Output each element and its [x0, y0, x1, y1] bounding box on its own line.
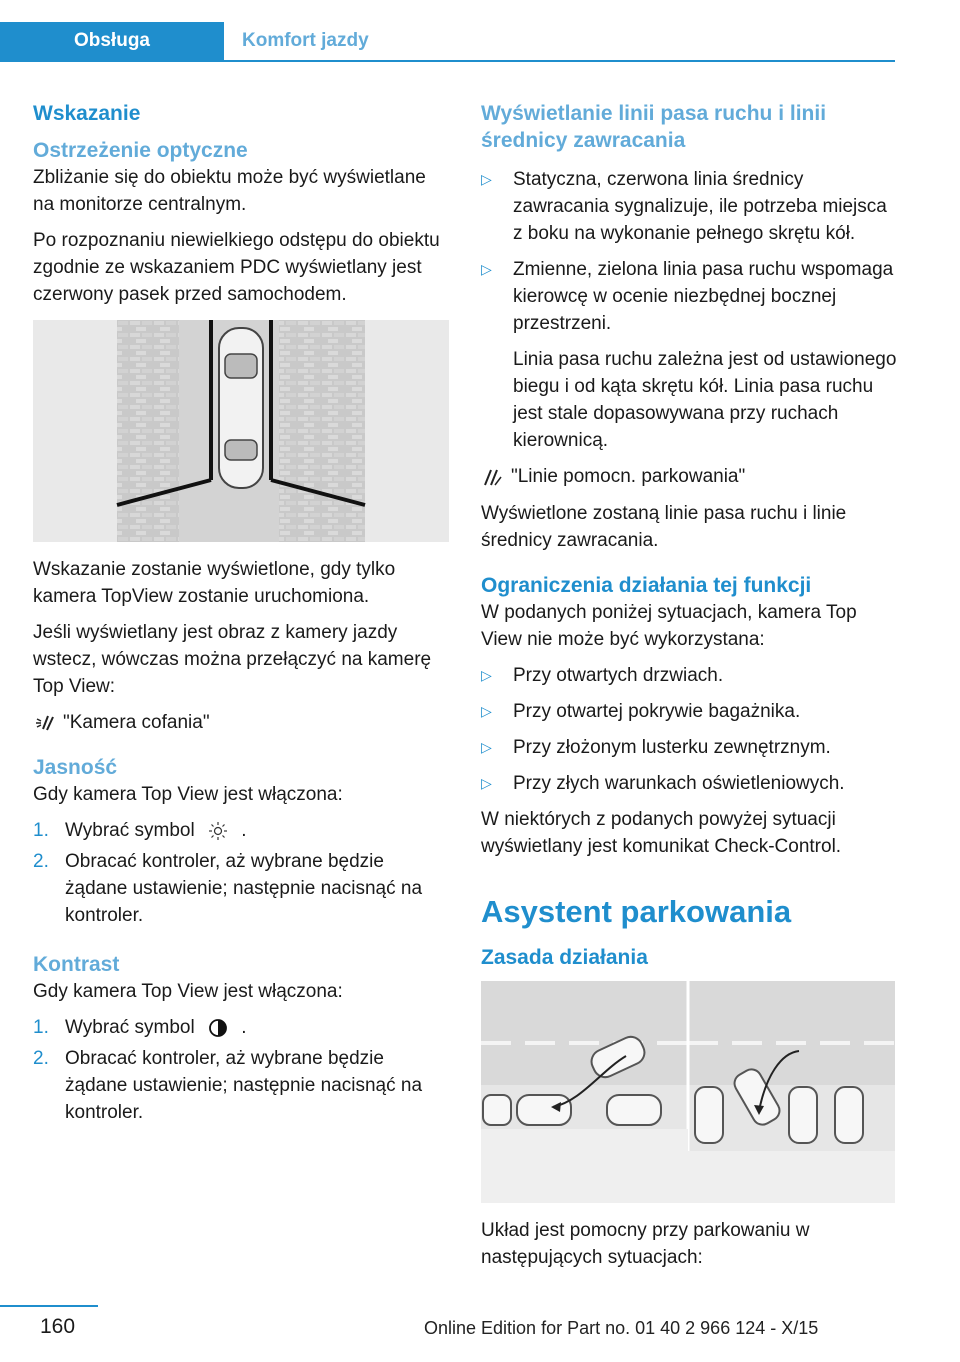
paragraph: Linia pasa ruchu zależna jest od ustawionego biegu i od kąta skrętu kół. Linia pasa ruchu jest stale dopasowywana przy ruchach kierownicą. [513, 349, 897, 451]
edition-footer: Online Edition for Part no. 01 40 2 966 124 - X/15 [424, 1318, 819, 1338]
paragraph: W niektórych z podanych powyżej sytuacji wyświetlany jest komunikat Check-Control. [481, 809, 842, 857]
page-number-rule [0, 1305, 98, 1307]
section-title-zasada: Zasada działania [481, 946, 648, 969]
list-number: 1. [33, 820, 49, 841]
brightness-icon [208, 821, 228, 841]
list-number: 2. [33, 851, 49, 872]
rear-camera-icon [33, 713, 55, 733]
paragraph: Jeśli wyświetlany jest obraz z kamery jazdy wstecz, wówczas można przełączyć na kamerę Top View: [33, 622, 432, 697]
paragraph: Układ jest pomocny przy parkowaniu w następujących sytuacjach: [481, 1220, 810, 1268]
section-title-wskazanie: Wskazanie [33, 102, 141, 125]
list-item: ▷ Przy złożonym lusterku zewnętrznym. [481, 734, 897, 761]
parking-assistant-figure [481, 981, 895, 1203]
bullet-marker: ▷ [481, 171, 492, 187]
paragraph: Wyświetlone zostaną linie pasa ruchu i linie średnicy zawracania. [481, 503, 847, 551]
subsection-title-ostrzezenie: Ostrzeżenie optyczne [33, 139, 248, 162]
contrast-icon [208, 1018, 228, 1038]
lines-menu-line [481, 463, 897, 490]
list-item: ▷ Statyczna, czerwona linia średnicy zawracania sygnalizuje, ile potrzeba miejsca z boku na wykonanie pełnego skrętu kół. [481, 166, 897, 247]
list-item: ▷ Przy otwartych drzwiach. [481, 662, 897, 689]
list-item: 2. Obracać kontroler, aż wybrane będzie żądane ustawienie; następnie nacisnąć na kontroler. [33, 848, 449, 929]
bullet-marker: ▷ [481, 667, 492, 683]
list-item: 1. Wybrać symbol . [33, 1014, 449, 1041]
tab-komfort-jazdy[interactable]: Komfort jazdy [242, 30, 369, 51]
paragraph: Gdy kamera Top View jest włączona: [33, 981, 343, 1002]
list-item: 2. Obracać kontroler, aż wybrane będzie żądane ustawienie; następnie nacisnąć na kontroler. [33, 1045, 449, 1126]
list-item: ▷ Zmienne, zielona linia pasa ruchu wspomaga kierowcę w ocenie niezbędnej bocznej przestrzeni. [481, 256, 897, 337]
lines-label: "Linie pomocn. parkowania" [511, 466, 746, 487]
right-column [481, 100, 897, 1280]
topview-figure [33, 320, 449, 542]
subsection-title-kontrast: Kontrast [33, 953, 120, 976]
bullet-marker: ▷ [481, 775, 492, 791]
paragraph: Gdy kamera Top View jest włączona: [33, 784, 343, 805]
left-column [33, 100, 449, 1130]
paragraph: W podanych poniżej sytuacjach, kamera Top View nie może być wykorzystana: [481, 602, 857, 650]
camera-menu-line [33, 709, 449, 736]
bullet-marker: ▷ [481, 739, 492, 755]
list-number: 2. [33, 1048, 49, 1069]
paragraph: Zbliżanie się do obiektu może być wyświetlane na monitorze centralnym. [33, 167, 426, 215]
list-item: 1. Wybrać symbol . [33, 817, 449, 844]
section-title-ograniczenia: Ograniczenia działania tej funkcji [481, 574, 812, 597]
page-number: 160 [40, 1315, 76, 1338]
camera-label: "Kamera cofania" [63, 712, 210, 733]
subsection-title-linie: Wyświetlanie linii pasa ruchu i linii średnicy zawracania [481, 102, 827, 152]
list-number: 1. [33, 1017, 49, 1038]
header-rule [0, 60, 895, 62]
chapter-title-asystent: Asystent parkowania [481, 894, 792, 929]
bullet-marker: ▷ [481, 703, 492, 719]
tab-obsluga[interactable]: Obsługa [0, 22, 224, 60]
paragraph: Po rozpoznaniu niewielkiego odstępu do obiektu zgodnie ze wskazaniem PDC wyświetlany jest czerwony pasek przed samochodem. [33, 230, 440, 305]
bullet-marker: ▷ [481, 261, 492, 277]
list-item: ▷ Przy złych warunkach oświetleniowych. [481, 770, 897, 797]
paragraph: Wskazanie zostanie wyświetlone, gdy tylko kamera TopView zostanie uruchomiona. [33, 559, 396, 607]
list-item: ▷ Przy otwartej pokrywie bagażnika. [481, 698, 897, 725]
subsection-title-jasnosc: Jasność [33, 756, 118, 779]
parking-lines-icon [481, 467, 503, 487]
